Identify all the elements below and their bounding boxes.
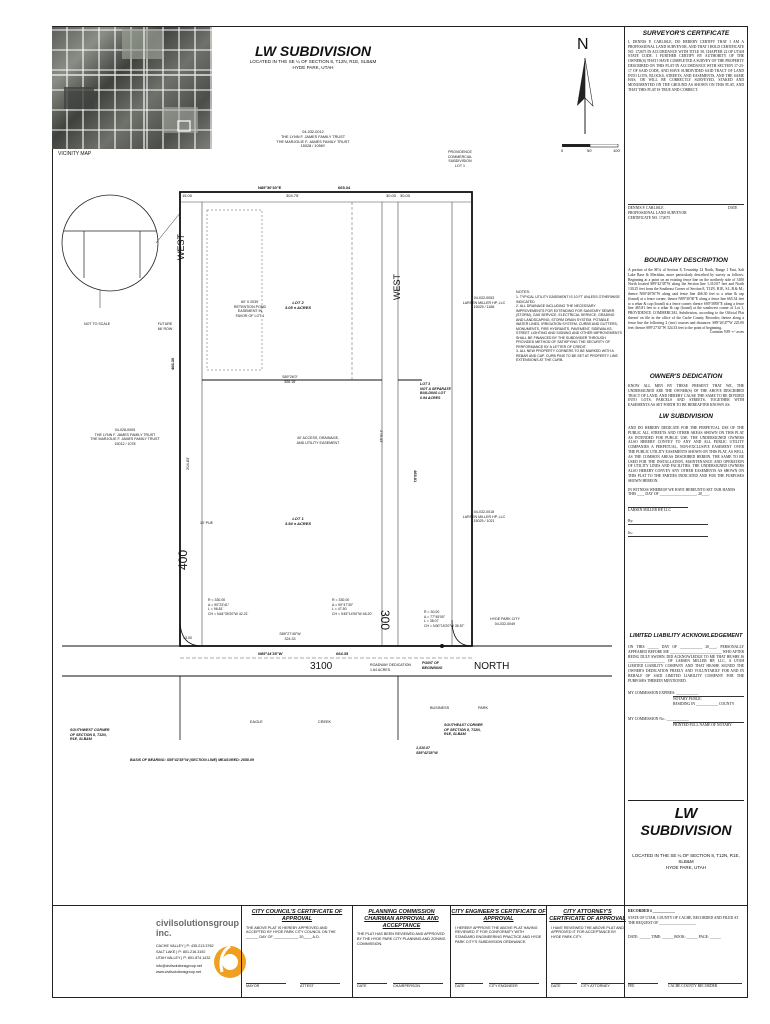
big-title-located: LOCATED IN THE SE ¼ OF SECTION 8, T12N, R1E, SLB&M (632, 853, 740, 864)
roadway-dedication: ROADWAY DEDICATION 1.64 ACRES (370, 663, 411, 672)
basis-small: 1,310.07 S89°42'38"W (416, 746, 438, 755)
north-arrow (555, 34, 615, 144)
attorney-sig-1: DATE (551, 983, 577, 989)
plat-drawing (52, 180, 622, 740)
pue-label: 10' PUE (200, 521, 214, 525)
llc-commission: MY COMMISSION No.: ____________ (628, 716, 689, 721)
engineer-heading: CITY ENGINEER'S CERTIFICATE OF APPROVAL (451, 909, 546, 922)
north-letter: N (577, 36, 589, 53)
big-title-l1: LW (674, 805, 698, 822)
attorney-block (546, 905, 628, 998)
future-row: FUTURE 66' ROW (157, 322, 173, 331)
right-distance: 465.81 (413, 470, 418, 483)
notes-title: NOTES: (516, 290, 531, 294)
council-heading: CITY COUNCIL'S CERTIFICATE OF APPROVAL (251, 909, 343, 922)
top-distance: 665.34 (338, 185, 351, 190)
contact-1: CACHE VALLEY | P: 435.213.3762 (156, 944, 214, 948)
note-3: 3. ALL NEW PROPERTY CORNERS TO BE MARKED WITH A REBAR AND CAP. CURB PINS TO BE SET AT PROPERTY LINE EXTENSIONS AT THE CURB. (516, 349, 618, 362)
top-sub-1: 15.00 (182, 193, 193, 198)
se-corner-label: SOUTHEAST CORNER OF SECTION 8, T12N, R1E, SLB&M (444, 723, 483, 737)
title-name: LW SUBDIVISION (255, 43, 371, 59)
boundary-contains: Contains 9.89 +/- acres (709, 330, 744, 335)
scale-bar (560, 144, 620, 156)
right-parcel-1: 04-032-0053 LARSEN MILLER HP, LLC 15025 / 1186 (462, 296, 506, 310)
council-sig-2: ATTEST (300, 983, 340, 989)
right-parcel-2: 04-032-0018 LARSEN MILLER HP, LLC 15025 / 1021 (462, 510, 506, 524)
scale-label-1: 50' (587, 148, 593, 153)
left-distance: 466.30 (170, 357, 175, 370)
retention-pond (207, 210, 262, 370)
llc-notary: NOTARY PUBLIC (673, 696, 744, 702)
creek-label: CREEK (318, 720, 332, 724)
big-title-l2: SUBDIVISION (640, 822, 732, 838)
mid-line-label: S89°26'0" 308.16' (282, 375, 298, 384)
eagle-label: EAGLE (250, 720, 263, 724)
scale-label-0: 0 (561, 148, 564, 153)
surveyor-sign-line (628, 204, 744, 205)
curve-1: R = 330.00 Δ = 90°23'41" L = 96.81' CH = N44°39'20"W 42.21' (208, 598, 249, 616)
top-sub-3: 30.00 (386, 193, 397, 198)
recorder-recorded: RECORDED # ____________ (628, 909, 675, 913)
recorder-fee: FEE (628, 983, 658, 989)
llc-residing: RESIDING IN ____________ COUNTY (673, 701, 735, 706)
surveyor-title: PROFESSIONAL LAND SURVEYOR (628, 210, 687, 215)
note-2: 2. ALL DRAINAGE INCLUDING THE NECESSARY IMPROVEMENTS FOR EXTENDING FOR SANITARY SEWER (STORM), GAS SERVICE, ELECTRICAL SERVICE, GRADING AND LANDSCAPING, STORM DRAIN SYSTEM, POTABLE WATER LINES, IRRIGATION SYSTEM, CURBS AND GUTTERS, MONUMENTS, FIRE HYDRANTS, PAVEMENT, SIDEWALKS, STREET LIGHTING AND SIGNING AND OTHER IMPROVEMENTS SHALL BE FINANCED BY THE SUBDIVIDER THROUGH PROVIDED METHOD OF SATISFYING THE SECURITY OF PERFORMANCE BY A LETTER OF CREDIT. (516, 304, 622, 349)
top-bearing: N89°30'30"E (258, 185, 282, 190)
big-title-block (628, 800, 744, 871)
street-north: NORTH (474, 661, 510, 672)
attorney-body: I HAVE REVIEWED THE ABOVE PLAT AND APPROVED IT FOR ACCEPTANCE BY HYDE PARK CITY. (551, 925, 624, 940)
north-arrow-icon (555, 34, 615, 144)
engineer-sig-2: CITY ENGINEER (489, 983, 539, 989)
council-block (241, 905, 352, 998)
basis-of-bearing: BASIS OF BEARING: S89°42'38"W (SECTION LINE) MEASURED: 2658.09 (130, 758, 254, 762)
engineer-sig-1: DATE (455, 983, 483, 989)
surveyor-body: I, DENNIS P. CARLISLE, DO HEREBY CERTIFY THAT I AM A PROFESSIONAL LAND SURVEYOR, AND THAT I HOLD CERTIFICATE NO. 172675 IN ACCORDANCE WITH TITLE 58, CHAPTER 22 OF UTAH STATE CODE. I FURTHER CERTIFY BY AUTHORITY OF THE OWNER(S) THAT I HAVE COMPLETED A SURVEY OF THE PROPERTY DESCRIBED ON THIS PLAT IN ACCORDANCE WITH SECTION 17-23-17 OF SAID CODE, AND HAVE SUBDIVIDED SAID TRACT OF LAND INTO LOTS, BLOCKS, STREETS, AND EASEMENTS, AND THE SAME HAS, OR WILL BE CORRECTLY SURVEYED, STAKED AND MONUMENTED ON THE GROUND AS SHOWN ON THIS PLAT, AND THAT THIS PLAT IS TRUE AND CORRECT. (628, 40, 744, 92)
providence-label: PROVIDENCE COMMERCIAL SUBDIVISION LOT 1 (447, 150, 473, 168)
bottom-line-label: S89°27'45"W 324.33 (279, 632, 301, 641)
logo-text: civilsolutionsgroup inc. (156, 918, 240, 938)
planning-body: THE PLAT HAS BEEN REVIEWED AND APPROVED BY THE HYDE PARK CITY PLANNING AND ZONING COMMISSION. (357, 932, 446, 946)
road-300: 300 (378, 610, 392, 631)
council-sig-1: MAYOR (246, 983, 286, 989)
near-bottom-left: 13.00 (183, 636, 192, 640)
council-body: THE ABOVE PLAT IS HEREBY APPROVED AND ACCEPTED BY HYDE PARK CITY COUNCIL ON THE ______ DAY OF ____________ 20____ A.D. (246, 925, 336, 940)
curve-3: R = 30.00 Δ = 77°45'00" L = 38.07 CH = N30°15'20"W 35.57' (424, 610, 465, 628)
planning-sig-2: CHAIRPERSON (393, 983, 443, 989)
note-1: 1. TYPICAL UTILITY EASEMENT IS 10 FT UNLESS OTHERWISE INDICATED (516, 295, 620, 304)
surveyor-heading: SURVEYOR'S CERTIFICATE (642, 30, 730, 37)
big-title-city: HYDE PARK, UTAH (665, 865, 707, 870)
bottom-bearing: N89°14'35"W (258, 651, 283, 656)
curve-sw (180, 620, 202, 646)
sw-corner-label: SOUTHWEST CORNER OF SECTION 8, T12N, R1E, SLB&M (70, 728, 110, 742)
planning-sig-1: DATE (357, 983, 387, 989)
lot3-label: LOT 3 NOT A SEPARATE BUILDING LOT 0.94 ACRES (420, 382, 451, 400)
road-400: 400 (176, 549, 190, 570)
left-parcel: 04-028-0005 THE LYNN F. JAMES FAMILY TRUST THE MARJOLIE F. JAMES FAMILY TRUST 15012 / 1078 (90, 428, 160, 446)
pob-label: POINT OF BEGINNING (422, 661, 443, 670)
owners-company: LARSEN MILLER HP, LLC (628, 507, 688, 513)
llc-ack (628, 632, 744, 727)
lot2-note: 60' X 2030' RETENTION POND EASEMENT IN FAVOR OF LOT 1 (233, 300, 267, 318)
top-sub-4: 30.00 (400, 193, 411, 198)
notes-block (516, 290, 622, 363)
logo-block (56, 910, 240, 995)
owners-p2: AND DO HEREBY DEDICATE FOR THE PERPETUAL USE OF THE PUBLIC ALL STREETS AND OTHER AREAS SHOWN ON THIS PLAT AS INTENDED FOR PUBLIC USE. THE UNDERSIGNED OWNERS ALSO HEREBY CONVEY TO ANY AND ALL PUBLIC UTILITY COMPANIES A PERPETUAL, NON-EXCLUSIVE EASEMENT OVER THE PUBLIC UTILITY EASEMENTS SHOWN ON THIS PLAT, AS WELL AS THE COMMON AREAS DESCRIBED HEREIN. THE SAME TO BE USED FOR THE INSTALLATION, MAINTENANCE AND OPERATION OF UTILITY LINES AND FACILITIES. THE UNDERSIGNED OWNERS ALSO HEREBY CONVEY ANY OTHER EASEMENTS AS SHOWN ON THIS PLAT TO THE PARTIES INDICATED AND FOR THE PURPOSES SHOWN HEREON. (628, 425, 744, 483)
park-label: PARK (478, 706, 489, 710)
scale-label-2: 100' (613, 148, 621, 153)
boundary-line (180, 192, 472, 646)
drainage-easement: 40' ACCESS, DRAINAGE, AND UTILITY EASEMENT (296, 436, 340, 445)
road-west-1: WEST (176, 234, 186, 260)
surveyor-name: DENNIS P. CARLISLE (628, 206, 664, 210)
recorder-state: STATE OF UTAH, COUNTY OF CACHE, RECORDED AND FILED AT THE REQUEST OF ____________________ (628, 915, 739, 925)
contact-3: UTAH VALLEY | P: 801.874.1432 (156, 956, 211, 960)
owners-heading: OWNER'S DEDICATION (649, 373, 723, 380)
business-label: BUSINESS (430, 706, 450, 710)
lower-left-distance: 204.83' (185, 457, 190, 470)
pob-marker (440, 644, 444, 648)
planning-heading: PLANNING COMMISSION CHAIRMAN APPROVAL AND ACCEPTANCE (364, 909, 439, 929)
recorder-block (628, 909, 744, 988)
title-located: LOCATED IN THE SE ¼ OF SECTION 8, T12N, R1E, SLB&M (249, 59, 377, 64)
owners-subdivision-name: LW SUBDIVISION (659, 412, 713, 420)
not-to-scale: NOT TO SCALE (84, 322, 111, 326)
surveyor-date: DATE (728, 206, 738, 210)
contact-2: SALT LAKE | P: 801.216.3192 (156, 950, 206, 954)
attorney-sig-2: CITY ATTORNEY (581, 983, 625, 989)
recorder-date: DATE: ______ TIME: ______ BOOK: ______ PAGE: ______ (628, 935, 721, 940)
boundary-description (628, 257, 744, 335)
owners-p1: KNOW ALL MEN BY THESE PRESENT THAT WE, THE UNDERSIGNED ARE THE OWNER(S) OF THE ABOVE DESCRIBED TRACT OF LAND, AND HEREBY CAUSE THE SAME TO BE DIVIDED INTO LOTS, PARCELS AND STREETS, TOGETHER WITH EASEMENTS AS SET FORTH TO BE HEREAFTER KNOWN AS: (628, 384, 744, 408)
contact-4: info@civilsolutionsgroup.net (156, 964, 202, 968)
detail-circle (62, 195, 158, 291)
recorder-name: CACHE COUNTY RECORDER (668, 983, 742, 989)
planning-block (352, 905, 450, 998)
boundary-body: A portion of the SE¼ of Section 8, Township 12 North, Range 1 East, Salt Lake Base & Meridian, more particularly described by survey as follows: Beginning at a point on an existing fence line on the northerly side of 3100 North located S89°42'38"W along the Section line 1,310.07 feet and North 130.25 feet from the Southeast Corner of Section 8, T12N, R1E, S.L.B.& M.; thence N00°40'56"W along said fence line 466.30 feet to a rebar & cap (found) at a fence corner; thence N89°30'30"E along a fence line 665.34 feet to a rebar & cap (found) at a fence corner; thence S00°38'00"E along a fence line 465.81 feet to a rebar & cap (found) at the southwest corner of Lot 1, PROVIDENCE COMMERCIAL Subdivision, according to the Official Plat thereof on file in the office of the Cache County Recorder; thence along a fence line the following 2 (two) courses and distances: S89°26'47"W 225.00 feet; thence S89°27'45"W 324.33 feet to the point of beginning. (628, 268, 744, 330)
street-3100: 3100 (310, 661, 333, 672)
curve-2: R = 330.00 Δ = 90°47'30" L = 47.50 CH = S45°14'00"W 46.20' (332, 598, 373, 616)
owners-its: Its: (628, 531, 708, 537)
plat-title (238, 43, 388, 71)
owners-by: By: (628, 519, 708, 525)
llc-heading: LIMITED LIABILITY ACKNOWLEDGEMENT (629, 633, 743, 639)
surveyor-cert: CERTIFICATE NO. 172675 (628, 215, 671, 220)
top-sub-2: 304.75' (286, 193, 299, 198)
attorney-heading: CITY ATTORNEY'S CERTIFICATE OF APPROVAL (549, 909, 626, 922)
vicinity-aerial (52, 27, 212, 149)
boundary-heading: BOUNDARY DESCRIPTION (644, 257, 728, 264)
llc-printed: PRINTED FULL NAME OF NOTARY (673, 722, 744, 728)
title-city: HYDE PARK, UTAH (292, 65, 334, 70)
owners-witness: IN WITNESS WHEREOF WE HAVE HEREUNTO SET OUR HANDS THIS ____ DAY OF ____________________, 20____. (628, 487, 736, 497)
surveyor-certificate (628, 30, 744, 93)
llc-body: ON THIS ______ DAY OF ____________ 20____, PERSONALLY APPEARED BEFORE ME ____________________________ WHO AFTER BEING DULY SWORN, DID ACKNOWLEDGE TO ME THAT HE/SHE IS ____________________ OF LARSEN MILLER HP, LLC, A UTAH LIMITED LIABILITY COMPANY AND THAT HE/SHE SIGNED THE OWNER'S DEDICATION FREELY AND VOLUNTARILY FOR AND IN BEHALF OF SAID LIMITED LIABILITY COMPANY FOR THE PURPOSES THEREIN MENTIONED. (628, 645, 744, 683)
hyde-park-parcel: HYDE PARK CITY 04-032-0049 (490, 617, 520, 626)
engineer-body: I HEREBY APPROVE THE ABOVE PLAT HAVING REVIEWED IT FOR CONFORMITY WITH STANDARD ENGINEERING PRACTICE AND HYDE PARK CITY'S SUBDIVISION ORDINANCE. (455, 925, 542, 944)
road-west-2: WEST (392, 274, 402, 300)
llc-expires: MY COMMISSION EXPIRES: ____________ (628, 691, 699, 696)
owners-dedication (628, 373, 744, 537)
bottom-distance: 664.35 (336, 651, 349, 656)
parcel-top: 04-032-0012 THE LYNN F. JAMES FAMILY TRUST THE MARJOLIE F. JAMES FAMILY TRUST 15028 / 1056Y (276, 130, 350, 149)
lot1-label: LOT 1 3.94 ± ACRES (284, 516, 312, 527)
lot2-label: LOT 2 3.05 ± ACRES (284, 300, 312, 311)
engineer-block (450, 905, 546, 998)
surveyor-signature (628, 206, 744, 220)
lower-right-distance: 278.43' (379, 430, 384, 443)
vicinity-map-icon (52, 27, 212, 149)
contact-5: www.civilsolutionsgroup.net (156, 970, 202, 974)
vicinity-map-label: VICINITY MAP (58, 151, 92, 157)
